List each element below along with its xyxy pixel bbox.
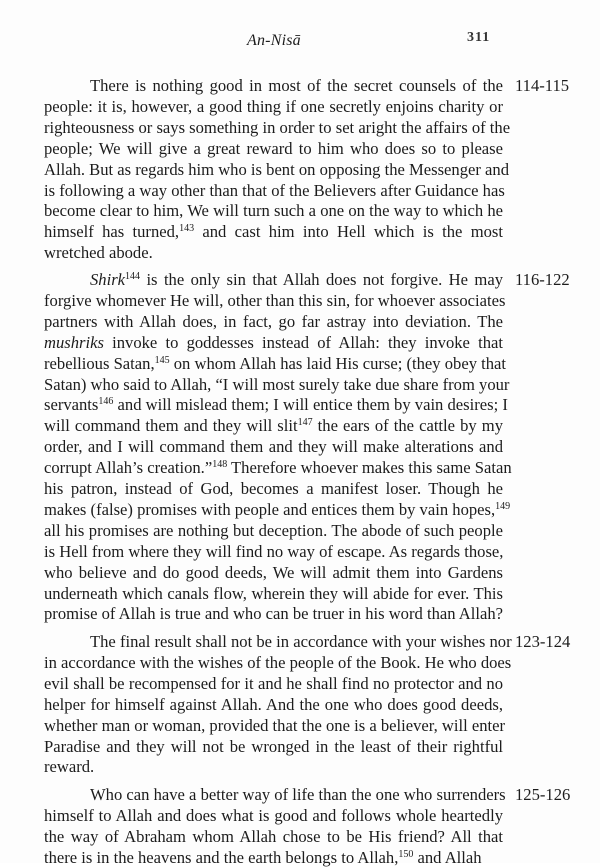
text-line: people; We will give a great reward to him who does so to please <box>44 138 503 158</box>
verse-reference: 123-124 <box>515 632 571 651</box>
text-line: become clear to him, We will turn such a one on the way to which he <box>44 201 503 221</box>
footnote-reference: 150 <box>398 848 414 860</box>
footnote-reference: 146 <box>98 396 114 408</box>
text-line: righteousness or says something in order to set aright the affairs of the <box>44 117 511 137</box>
text-line: will command them and they will slit$^{147}$ the ears of the cattle by my <box>44 416 503 436</box>
text-line: forgive whomever He will, other than this sin, for whoever associates <box>44 290 506 310</box>
text-line: order, and I will command them and they will make alterations and <box>44 437 503 457</box>
footnote-reference: 143 <box>179 223 195 235</box>
footnote-reference: 148 <box>212 459 228 471</box>
text-line: Satan) who said to Allah, “I will most surely take due share from your <box>44 374 510 394</box>
text-line: evil shall be recompensed for it and he shall find no protector and no <box>44 673 503 693</box>
text-line: in accordance with the wishes of the people of the Book. He who does <box>44 652 512 672</box>
text-line: himself has turned,$^{143}$ and cast him into Hell which is the most <box>44 222 503 242</box>
text-line: wretched abode. <box>44 243 153 263</box>
text-line: corrupt Allah’s creation.”$^{148}$ Therefore whoever makes this same Satan <box>44 458 512 478</box>
text-line: his patron, instead of God, becomes a manifest loser. Though he <box>44 479 503 498</box>
footnote-reference: 149 <box>495 500 511 512</box>
text-line: helper for himself against Allah. And the one who does good deeds, <box>44 694 503 714</box>
text-line: makes (false) promises with people and entices them by vain hopes,$^{149}$ <box>44 499 511 519</box>
text-line: servants$^{146}$ and will mislead them; I will entice them by vain desires; I <box>44 395 508 415</box>
text-line: whether man or woman, provided that the one is a believer, will enter <box>44 715 506 735</box>
verse-reference: 116-122 <box>515 270 570 289</box>
text-line: partners with Allah does, in fact, go far astray into deviation. The <box>44 311 503 331</box>
running-header <box>0 30 600 52</box>
text-line: people: it is, however, a good thing if one secretly enjoins charity or <box>44 96 503 116</box>
text-line: Allah. But as regards him who is bent on opposing the Messenger and <box>44 159 510 179</box>
text-line: is Hell from where they will find no way of escape. As regards those, <box>44 541 504 561</box>
text-line: There is nothing good in most of the secret counsels of the <box>90 76 503 95</box>
text-line: Paradise and they will not be wronged in the least of their rightful <box>44 736 503 756</box>
footnote-reference: 144 <box>125 271 141 282</box>
text-line: promise of Allah is true and who can be truer in his word than Allah? <box>44 604 503 624</box>
verse-reference: 114-115 <box>515 76 570 95</box>
text-line: underneath which canals flow, wherein they will abide for ever. This <box>44 583 503 603</box>
text-line: who believe and do good deeds, We will admit them into Gardens <box>44 562 503 582</box>
text-line: Shirk$^{144}$ is the only sin that Allah does not forgive. He may <box>90 270 503 289</box>
surah-title: An-Nisā <box>247 32 301 49</box>
text-line: reward. <box>44 757 95 777</box>
footnote-reference: 147 <box>297 417 313 429</box>
text-line: The final result shall not be in accordance with your wishes nor <box>90 632 512 651</box>
verse-reference: 125-126 <box>515 785 571 804</box>
text-line: mushriks invoke to goddesses instead of Allah: they invoke that <box>44 332 503 352</box>
text-line: is following a way other than that of the Believers after Guidance has <box>44 180 505 200</box>
text-line: rebellious Satan,$^{145}$ on whom Allah has laid His curse; (they obey that <box>44 353 507 373</box>
italic-term: Shirk <box>90 270 126 289</box>
text-line: the way of Abraham whom Allah chose to be His friend? All that <box>44 826 503 846</box>
page-number: 311 <box>467 30 491 45</box>
text-line: Who can have a better way of life than the one who surrenders <box>90 785 506 804</box>
italic-term: mushriks <box>44 332 104 352</box>
text-line: there is in the heavens and the earth belongs to Allah,$^{150}$ and Allah <box>44 847 482 867</box>
footnote-reference: 145 <box>154 354 170 366</box>
text-line: himself to Allah and does what is good and follows whole heartedly <box>44 805 503 825</box>
text-line: all his promises are nothing but deception. The abode of such people <box>44 520 503 540</box>
